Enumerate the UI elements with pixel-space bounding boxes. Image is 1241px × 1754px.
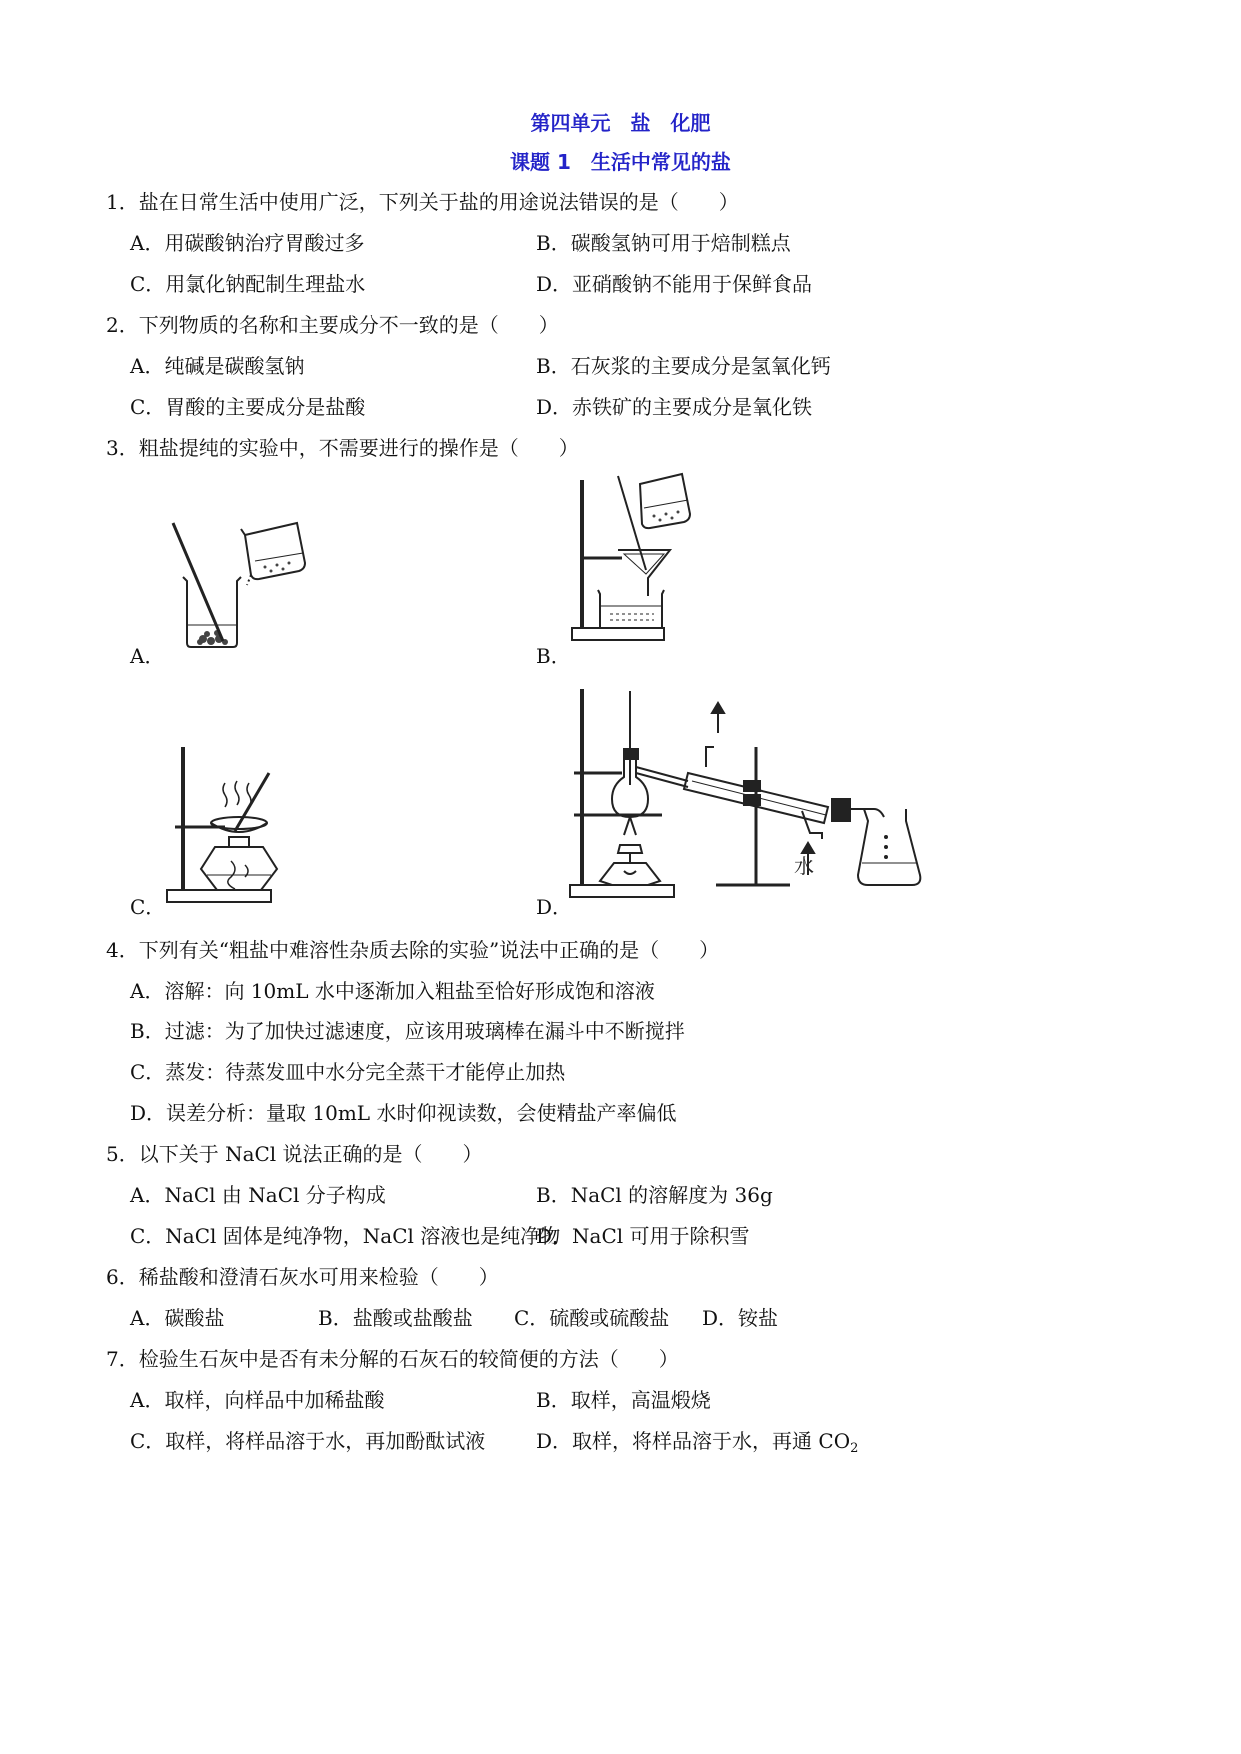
q4-option-c: C．蒸发：待蒸发皿中水分完全蒸干才能停止加热 (130, 1060, 566, 1084)
q4-option-a: A．溶解：向 10mL 水中逐渐加入粗盐至恰好形成饱和溶液 (130, 979, 655, 1003)
q6-option-d: D．铵盐 (702, 1306, 779, 1330)
q5-option-d: D．NaCl 可用于除积雪 (536, 1224, 750, 1248)
q5-option-b: B．NaCl 的溶解度为 36g (536, 1183, 773, 1207)
figure-d-distillation (568, 685, 928, 910)
lesson-title: 课题 1 生活中常见的盐 (510, 150, 731, 174)
q3-option-c: C． (130, 895, 166, 919)
unit-title: 第四单元 盐 化肥 (530, 111, 711, 135)
q7-option-a: A．取样，向样品中加稀盐酸 (130, 1388, 385, 1412)
q2-option-d: D．赤铁矿的主要成分是氧化铁 (536, 395, 813, 419)
q7-option-d (536, 1429, 859, 1456)
q7-option-d-text: D．取样，将样品溶于水，再通 CO (536, 1429, 851, 1453)
q1-option-c: C．用氯化钠配制生理盐水 (130, 272, 366, 296)
q1-option-a: A．用碳酸钠治疗胃酸过多 (130, 231, 365, 255)
q5-option-c: C．NaCl 固体是纯净物，NaCl 溶液也是纯净物 (130, 1224, 561, 1248)
q4-option-b: B．过滤：为了加快过滤速度，应该用玻璃棒在漏斗中不断搅拌 (130, 1019, 685, 1043)
figure-b-filtration (570, 470, 710, 650)
question-4-stem: 4．下列有关“粗盐中难溶性杂质去除的实验”说法中正确的是（ ） (106, 938, 720, 962)
question-1-stem: 1．盐在日常生活中使用广泛，下列关于盐的用途说法错误的是（ ） (106, 190, 739, 214)
q6-option-c: C．硫酸或硫酸盐 (514, 1306, 670, 1330)
q3-option-d: D． (536, 895, 573, 919)
q3-option-a: A． (130, 644, 165, 668)
question-6-stem: 6．稀盐酸和澄清石灰水可用来检验（ ） (106, 1265, 499, 1289)
co2-subscript: 2 (850, 1441, 859, 1456)
q4-option-d: D．误差分析：量取 10mL 水时仰视读数，会使精盐产率偏低 (130, 1101, 677, 1125)
q2-option-b: B．石灰浆的主要成分是氢氧化钙 (536, 354, 831, 378)
figure-a-dissolving (165, 515, 315, 650)
question-3-stem: 3．粗盐提纯的实验中，不需要进行的操作是（ ） (106, 436, 579, 460)
q1-option-b: B．碳酸氢钠可用于焙制糕点 (536, 231, 791, 255)
question-7-stem: 7．检验生石灰中是否有未分解的石灰石的较简便的方法（ ） (106, 1347, 679, 1371)
q3-option-b: B． (536, 644, 571, 668)
figure-c-evaporation (165, 745, 315, 905)
q5-option-a: A．NaCl 由 NaCl 分子构成 (130, 1183, 386, 1207)
q7-option-c: C．取样，将样品溶于水，再加酚酞试液 (130, 1429, 486, 1453)
question-5-stem: 5．以下关于 NaCl 说法正确的是（ ） (106, 1142, 483, 1166)
q6-option-b: B．盐酸或盐酸盐 (318, 1306, 473, 1330)
q2-option-c: C．胃酸的主要成分是盐酸 (130, 395, 366, 419)
q6-option-a: A．碳酸盐 (130, 1306, 225, 1330)
q7-option-b: B．取样，高温煅烧 (536, 1388, 711, 1412)
q2-option-a: A．纯碱是碳酸氢钠 (130, 354, 305, 378)
water-label: 水 (794, 856, 814, 878)
question-2-stem: 2．下列物质的名称和主要成分不一致的是（ ） (106, 313, 559, 337)
q1-option-d: D．亚硝酸钠不能用于保鲜食品 (536, 272, 813, 296)
